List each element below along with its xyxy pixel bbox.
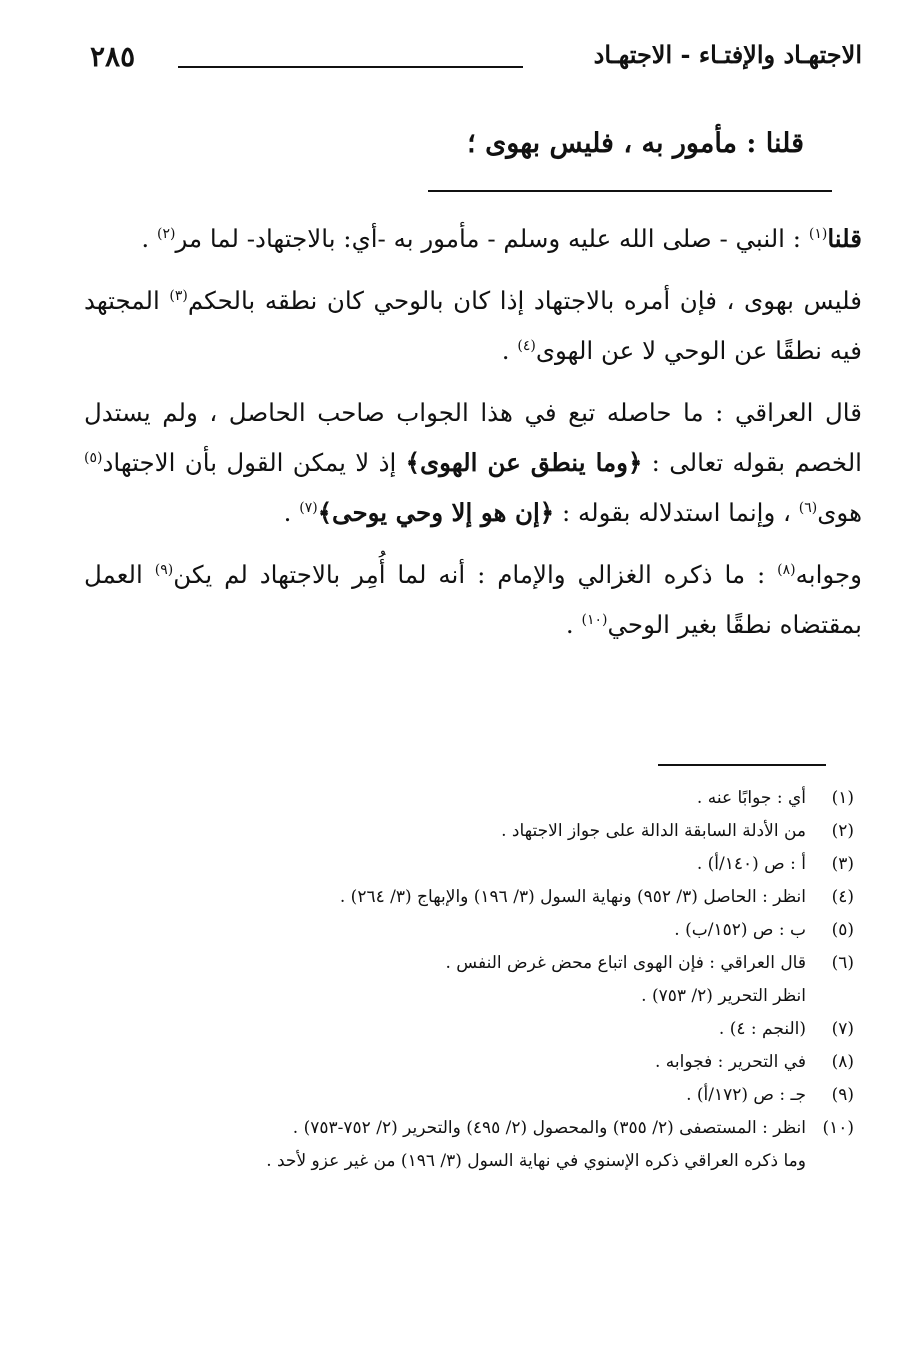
running-head: الاجتهـاد والإفتـاء - الاجتهـاد xyxy=(593,40,862,69)
paragraph-text: قال العراقي : ما حاصله تبع في هذا الجواب صاحب الحاصل ، ولم يستدل الخصم بقوله تعالى : xyxy=(84,398,862,477)
paragraph-end: . xyxy=(283,498,292,527)
paragraph-text: : النبي - صلى الله عليه وسلم - مأمور به -أي: بالاجتهاد- لما مر xyxy=(175,224,802,253)
footnote-text: أ : ص (١٤٠/أ) . xyxy=(696,854,806,874)
footnote xyxy=(110,848,854,881)
footnote-ref: (٥) xyxy=(84,449,103,466)
footnote xyxy=(110,1112,854,1145)
footnote xyxy=(110,1079,854,1112)
footnote-number: (٩) xyxy=(831,1085,854,1105)
footnote-ref: (٢) xyxy=(157,225,176,242)
footnote-ref: (٤) xyxy=(517,337,536,354)
footnote-number: (٦) xyxy=(831,953,854,973)
footnote-ref: (١) xyxy=(808,225,828,242)
paragraph xyxy=(84,388,862,538)
footnote-number: (٢) xyxy=(831,821,854,841)
matn-text: قلنا : مأمور به ، فليس بهوى ؛ xyxy=(467,128,804,159)
footnote-number: (١) xyxy=(831,788,854,808)
paragraph-text: العمل بمقتضاه نطقًا بغير الوحي xyxy=(84,560,862,639)
footnote-rule xyxy=(658,764,826,766)
paragraph-text: وجوابه xyxy=(795,560,863,589)
footnote-ref: (٦) xyxy=(798,499,818,516)
paragraph-text: إذ لا يمكن القول بأن الاجتهاد xyxy=(102,448,397,477)
footnote-ref: (٣) xyxy=(169,287,188,304)
quran-quote: ﴿وما ينطق عن الهوى﴾ xyxy=(405,448,643,477)
paragraph-end: . xyxy=(565,610,574,639)
footnote-number: (١٠) xyxy=(822,1118,854,1138)
footnote-text: أي : جوابًا عنه . xyxy=(696,788,806,808)
footnote-continuation: وما ذكره العراقي ذكره الإسنوي في نهاية السول (٣/ ١٩٦) من غير عزو لأحد . xyxy=(266,1151,806,1171)
footnote-text: ب : ص (١٥٢/ب) . xyxy=(674,920,806,940)
footnote-number: (٣) xyxy=(831,854,854,874)
header-rule xyxy=(178,66,523,68)
footnote-ref: (٧) xyxy=(299,499,318,516)
commentary-body xyxy=(84,214,862,662)
footnote-text: قال العراقي : فإن الهوى اتباع محض غرض النفس . xyxy=(445,953,806,973)
footnote xyxy=(110,1013,854,1046)
paragraph-text: : ما ذكره الغزالي والإمام : أنه لما أُمِر بالاجتهاد لم يكن xyxy=(173,560,766,589)
footnote-text: من الأدلة السابقة الدالة على جواز الاجتهاد . xyxy=(501,821,806,841)
footnote xyxy=(110,881,854,914)
page-header xyxy=(90,40,862,80)
footnote-text: انظر : الحاصل (٣/ ٩٥٢) ونهاية السول (٣/ ١٩٦) والإبهاج (٣/ ٢٦٤) . xyxy=(339,887,806,907)
quran-quote: ﴿إن هو إلا وحي يوحى﴾ xyxy=(317,498,555,527)
footnote-text: في التحرير : فجوابه . xyxy=(655,1052,806,1072)
footnote xyxy=(110,815,854,848)
footnote-ref: (١٠) xyxy=(581,611,608,628)
footnote-text: جـ : ص (١٧٢/أ) . xyxy=(686,1085,806,1105)
matn-rule xyxy=(428,190,832,192)
footnote-number: (٨) xyxy=(831,1052,854,1072)
footnotes xyxy=(110,782,854,1178)
footnote xyxy=(110,914,854,947)
footnote-text: انظر : المستصفى (٢/ ٣٥٥) والمحصول (٢/ ٤٩٥) والتحرير (٢/ ٧٥٢-٧٥٣) . xyxy=(292,1118,806,1138)
paragraph-text: ، وإنما استدلاله بقوله : xyxy=(561,498,791,527)
footnote xyxy=(110,782,854,815)
paragraph-text: فليس بهوى ، فإن أمره بالاجتهاد إذا كان بالوحي كان نطقه بالحكم xyxy=(187,286,862,315)
footnote-number: (٥) xyxy=(831,920,854,940)
paragraph xyxy=(84,214,862,264)
paragraph-text: هوى xyxy=(817,498,862,527)
paragraph-lead: قلنا xyxy=(827,224,862,253)
footnote xyxy=(110,947,854,980)
paragraph-end: . xyxy=(141,224,150,253)
footnote-ref: (٩) xyxy=(154,561,174,578)
footnote-number: (٧) xyxy=(831,1019,854,1039)
paragraph-end: . xyxy=(501,336,510,365)
paragraph-text: المجتهد فيه نطقًا عن الوحي لا عن الهوى xyxy=(84,286,862,365)
paragraph xyxy=(84,550,862,650)
page-number: ٢٨٥ xyxy=(90,40,136,73)
footnote-number: (٤) xyxy=(831,887,854,907)
paragraph xyxy=(84,276,862,376)
footnote-ref: (٨) xyxy=(777,561,796,578)
footnote-text: (النجم : ٤) . xyxy=(718,1019,806,1039)
footnote-continuation: انظر التحرير (٢/ ٧٥٣) . xyxy=(641,986,806,1006)
footnote xyxy=(110,1046,854,1079)
